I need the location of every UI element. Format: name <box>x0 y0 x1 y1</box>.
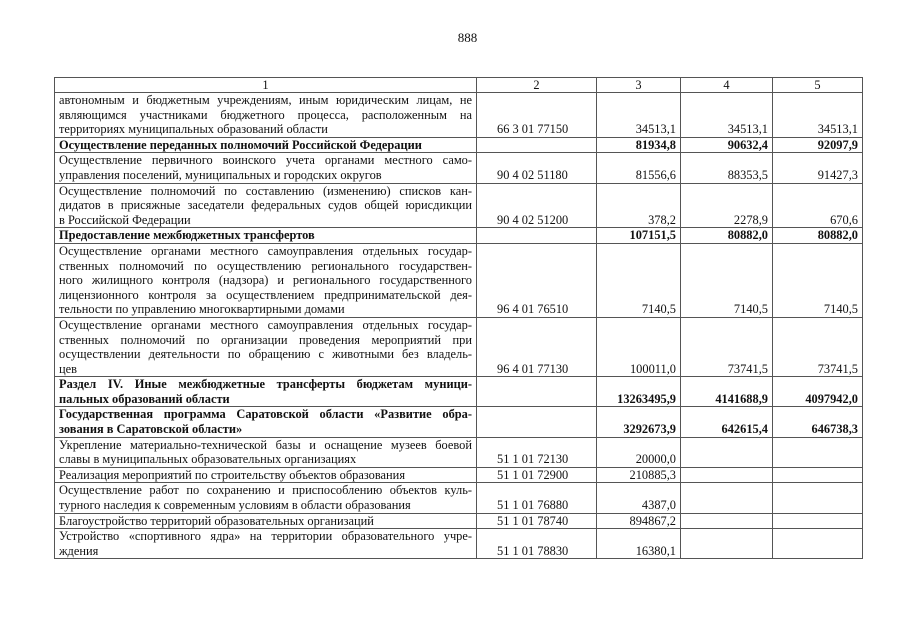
value-col4 <box>681 467 773 483</box>
value-col5: 34513,1 <box>773 93 863 138</box>
value-col4 <box>681 437 773 467</box>
row-description <box>55 317 477 376</box>
description-line: турного наследия к современным условиям в области образования <box>59 498 411 513</box>
value-col3: 894867,2 <box>597 513 681 529</box>
description-line: территориях муниципальных образований области <box>59 122 328 137</box>
table-row <box>55 153 863 183</box>
table-row <box>55 243 863 317</box>
row-code <box>477 377 597 407</box>
row-code: 51 1 01 72900 <box>477 467 597 483</box>
description-line: дидатов в присяжные заседатели федеральных судов общей юрисдикции <box>59 198 472 213</box>
description-line: осуществлении деятельности по обращению с животными без владель- <box>59 347 472 362</box>
value-col3: 81934,8 <box>597 137 681 153</box>
value-col4: 90632,4 <box>681 137 773 153</box>
row-description <box>55 228 477 244</box>
value-col3: 13263495,9 <box>597 377 681 407</box>
description-line: славы в муниципальных образовательных организациях <box>59 452 357 467</box>
description-line: Благоустройство территорий образовательных организаций <box>59 513 374 528</box>
value-col5: 92097,9 <box>773 137 863 153</box>
table-row <box>55 513 863 529</box>
row-code: 90 4 02 51200 <box>477 183 597 228</box>
description-line: Раздел IV. Иные межбюджетные трансферты бюджетам муници- <box>59 377 472 392</box>
value-col4 <box>681 483 773 513</box>
description-line: Осуществление органами местного самоуправления отдельных государ- <box>59 317 472 332</box>
row-description <box>55 137 477 153</box>
value-col3: 100011,0 <box>597 317 681 376</box>
description-line: ного жилищного контроля (надзора) и регионального государственного <box>59 273 472 288</box>
row-description <box>55 467 477 483</box>
row-code: 51 1 01 76880 <box>477 483 597 513</box>
description-line: лицензионного контроля за осуществлением предпринимательской дея- <box>59 287 472 302</box>
table-row <box>55 183 863 228</box>
description-line: ственных полномочий по осуществлению регионального государствен- <box>59 258 472 273</box>
value-col4: 7140,5 <box>681 243 773 317</box>
value-col3: 81556,6 <box>597 153 681 183</box>
row-code: 51 1 01 78830 <box>477 529 597 559</box>
value-col3: 107151,5 <box>597 228 681 244</box>
value-col4: 642615,4 <box>681 407 773 437</box>
value-col5: 646738,3 <box>773 407 863 437</box>
description-line: пальных образований области <box>59 391 230 406</box>
value-col5 <box>773 467 863 483</box>
description-line: Предоставление межбюджетных трансфертов <box>59 228 315 243</box>
value-col3: 7140,5 <box>597 243 681 317</box>
value-col4: 4141688,9 <box>681 377 773 407</box>
value-col3: 34513,1 <box>597 93 681 138</box>
value-col3: 378,2 <box>597 183 681 228</box>
header-cell: 4 <box>681 78 773 93</box>
value-col4: 34513,1 <box>681 93 773 138</box>
description-line: автономным и бюджетным учреждениям, иным юридическим лицам, не <box>59 93 472 107</box>
header-row <box>55 78 863 93</box>
table-row <box>55 407 863 437</box>
value-col4: 88353,5 <box>681 153 773 183</box>
row-description <box>55 183 477 228</box>
description-line: Осуществление первичного воинского учета органами местного само- <box>59 153 472 168</box>
table-row <box>55 529 863 559</box>
row-code: 51 1 01 72130 <box>477 437 597 467</box>
description-line: Укрепление материально-технической базы и оснащение музеев боевой <box>59 437 472 452</box>
row-description <box>55 529 477 559</box>
header-cell: 1 <box>55 78 477 93</box>
row-code <box>477 407 597 437</box>
description-line: зования в Саратовской области» <box>59 422 243 437</box>
table-row <box>55 483 863 513</box>
description-line: цев <box>59 361 77 376</box>
value-col4 <box>681 529 773 559</box>
table-row <box>55 377 863 407</box>
value-col3: 210885,3 <box>597 467 681 483</box>
row-code: 66 3 01 77150 <box>477 93 597 138</box>
value-col3: 3292673,9 <box>597 407 681 437</box>
description-line: ственных полномочий по организации проведения мероприятий при <box>59 332 472 347</box>
description-line: тельности по управлению многоквартирными домами <box>59 302 345 317</box>
description-line: являющимся участниками бюджетного процесса, расположенным на <box>59 107 472 122</box>
row-code: 96 4 01 76510 <box>477 243 597 317</box>
description-line: Государственная программа Саратовской области «Развитие обра- <box>59 407 472 422</box>
row-description <box>55 93 477 138</box>
description-line: Устройство «спортивного ядра» на территории образовательного учре- <box>59 529 472 544</box>
value-col5: 7140,5 <box>773 243 863 317</box>
value-col5: 4097942,0 <box>773 377 863 407</box>
description-line: в Российской Федерации <box>59 212 191 227</box>
value-col5 <box>773 483 863 513</box>
header-cell: 5 <box>773 78 863 93</box>
description-line: Осуществление органами местного самоуправления отдельных государ- <box>59 243 472 258</box>
row-code: 96 4 01 77130 <box>477 317 597 376</box>
page-number: 888 <box>457 30 478 45</box>
row-code <box>477 137 597 153</box>
table-row <box>55 437 863 467</box>
description-line: управления поселений, муниципальных и городских округов <box>59 167 382 182</box>
value-col5: 73741,5 <box>773 317 863 376</box>
table-row <box>55 317 863 376</box>
row-description <box>55 483 477 513</box>
header-cell: 3 <box>597 78 681 93</box>
value-col4: 73741,5 <box>681 317 773 376</box>
table-row <box>55 228 863 244</box>
value-col5: 670,6 <box>773 183 863 228</box>
table-row <box>55 467 863 483</box>
value-col4: 80882,0 <box>681 228 773 244</box>
value-col3: 20000,0 <box>597 437 681 467</box>
description-line: ждения <box>59 543 99 558</box>
value-col5 <box>773 529 863 559</box>
row-description <box>55 513 477 529</box>
table-row <box>55 137 863 153</box>
description-line: Осуществление работ по сохранению и приспособлению объектов куль- <box>59 483 472 498</box>
value-col5 <box>773 437 863 467</box>
row-description <box>55 437 477 467</box>
value-col5: 91427,3 <box>773 153 863 183</box>
value-col3: 16380,1 <box>597 529 681 559</box>
budget-table <box>54 77 863 559</box>
row-code: 51 1 01 78740 <box>477 513 597 529</box>
value-col5 <box>773 513 863 529</box>
row-description <box>55 153 477 183</box>
value-col4 <box>681 513 773 529</box>
description-line: Осуществление полномочий по составлению (изменению) списков кан- <box>59 183 472 198</box>
row-description <box>55 377 477 407</box>
value-col4: 2278,9 <box>681 183 773 228</box>
row-description <box>55 243 477 317</box>
row-code <box>477 228 597 244</box>
row-code: 90 4 02 51180 <box>477 153 597 183</box>
description-line: Реализация мероприятий по строительству объектов образования <box>59 467 406 482</box>
description-line: Осуществление переданных полномочий Российской Федерации <box>59 137 422 152</box>
value-col5: 80882,0 <box>773 228 863 244</box>
header-cell: 2 <box>477 78 597 93</box>
value-col3: 4387,0 <box>597 483 681 513</box>
table-row <box>55 93 863 138</box>
row-description <box>55 407 477 437</box>
